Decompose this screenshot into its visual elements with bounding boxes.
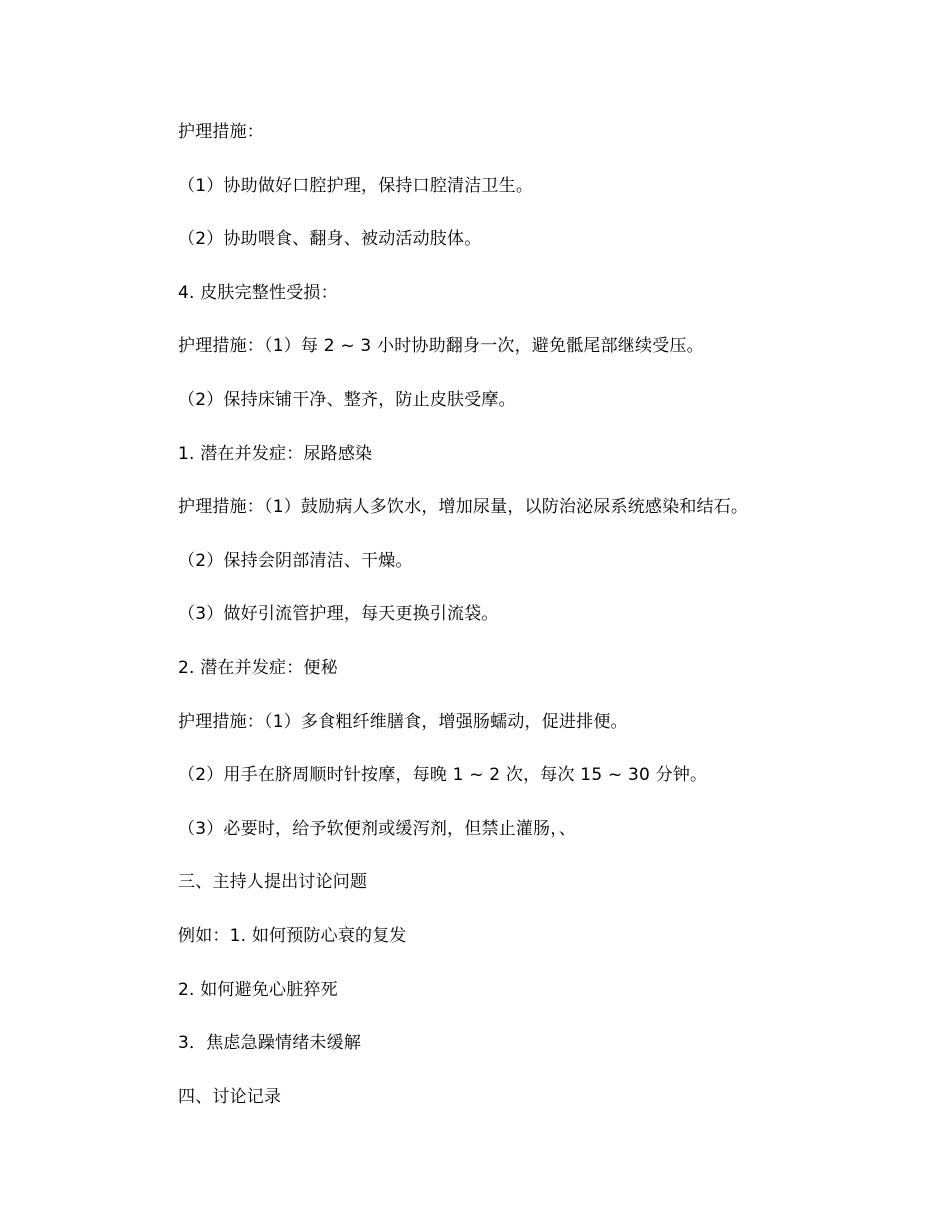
document-body — [178, 119, 878, 1137]
measure-item: 护理措施：（1）鼓励病人多饮水，增加尿量，以防治泌尿系统感染和结石。 — [178, 497, 749, 518]
measure-item: （2）保持床铺干净、整齐，防止皮肤受摩。 — [178, 389, 516, 410]
measure-item: 护理措施：（1）每 2 ~ 3 小时协助翻身一次，避免骶尾部继续受压。 — [178, 336, 704, 357]
measure-item: 护理措施：（1）多食粗纤维膳食，增强肠蠕动，促进排便。 — [178, 711, 628, 732]
discussion-question: 3．焦虑急躁情绪未缓解 — [178, 1033, 362, 1054]
problem-heading-constipation: 2. 潜在并发症：便秘 — [178, 657, 338, 678]
measure-item: （1）协助做好口腔护理，保持口腔清洁卫生。 — [178, 175, 534, 196]
measure-item: （3）做好引流管护理，每天更换引流袋。 — [178, 604, 499, 625]
measure-item: （2）用手在脐周顺时针按摩，每晚 1 ~ 2 次，每次 15 ~ 30 分钟。 — [178, 765, 708, 786]
nursing-measures-heading: 护理措施： — [178, 122, 264, 142]
discussion-question: 2. 如何避免心脏猝死 — [178, 979, 338, 1000]
problem-heading-urinary-infection: 1. 潜在并发症：尿路感染 — [178, 443, 373, 464]
measure-item: （2）协助喂食、翻身、被动活动肢体。 — [178, 229, 482, 250]
section-heading-discussion-record: 四、讨论记录 — [178, 1086, 282, 1107]
section-heading-discussion-questions: 三、主持人提出讨论问题 — [178, 872, 368, 893]
measure-item: （2）保持会阴部清洁、干燥。 — [178, 550, 413, 571]
problem-heading-skin-integrity: 4. 皮肤完整性受损： — [178, 282, 338, 303]
measure-item: （3）必要时，给予软便剂或缓泻剂，但禁止灌肠，、 — [178, 818, 577, 839]
discussion-question: 例如：1. 如何预防心衰的复发 — [178, 925, 407, 946]
